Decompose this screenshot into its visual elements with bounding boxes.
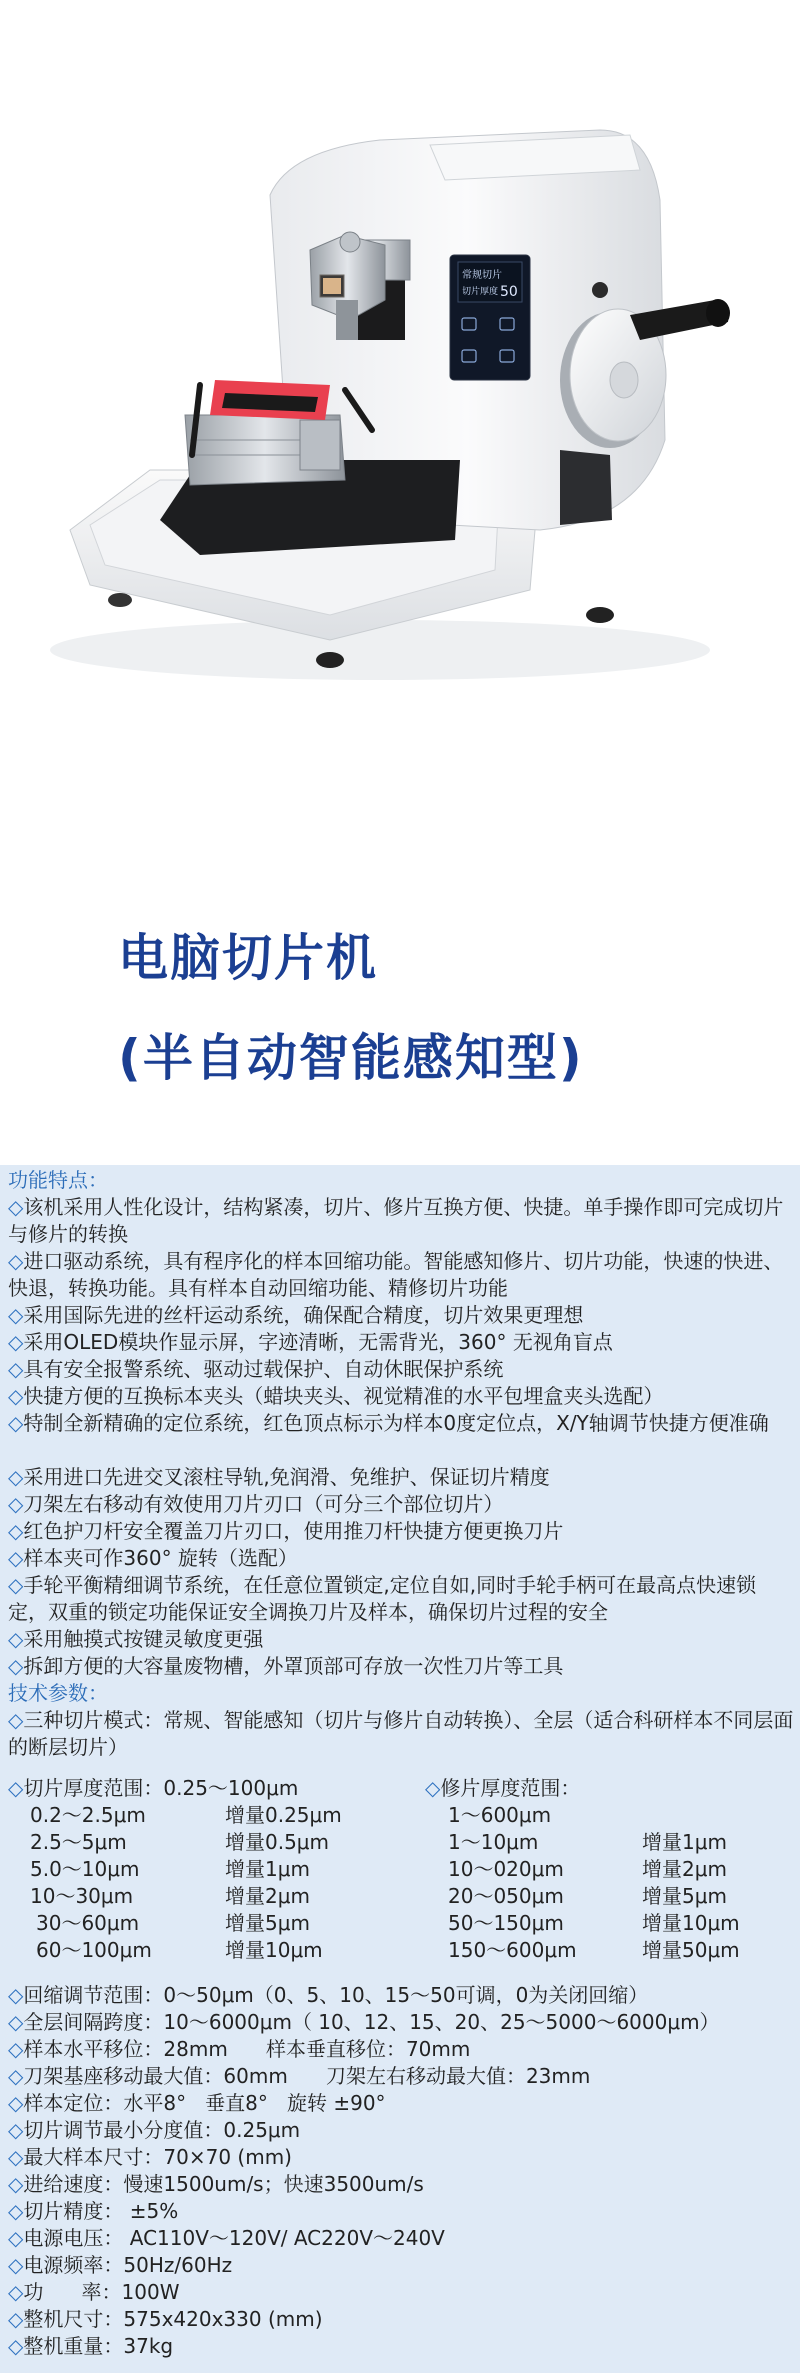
tech-heading: 技术参数：: [8, 1681, 108, 1705]
param-line: ◇功 率：100W: [8, 2280, 180, 2304]
diamond-bullet-icon: ◇: [8, 2334, 24, 2358]
param-line: ◇电源频率：50Hz/60Hz: [8, 2253, 233, 2277]
diamond-bullet-icon: ◇: [8, 1249, 24, 1273]
diamond-bullet-icon: ◇: [8, 2064, 24, 2088]
trim-increment: 增量1μm: [642, 1830, 727, 1854]
diamond-bullet-icon: ◇: [8, 2010, 24, 2034]
product-subtitle: (半自动智能感知型): [118, 1029, 584, 1087]
param-line: ◇切片精度： ±5%: [8, 2199, 179, 2223]
diamond-bullet-icon: ◇: [8, 1303, 24, 1327]
feature-item: ◇手轮平衡精细调节系统，在任意位置锁定,定位自如,同时手轮手柄可在最高点快速锁定，双重的锁定功能保证安全调换刀片及样本，确保切片过程的安全: [8, 1573, 757, 1624]
diamond-bullet-icon: ◇: [8, 2091, 24, 2115]
feature-item: ◇采用OLED模块作显示屏，字迹清晰，无需背光，360° 无视角盲点: [8, 1330, 613, 1354]
param-line: ◇样本水平移位：28mm 样本垂直移位：70mm: [8, 2037, 471, 2061]
param-line: ◇整机重量：37kg: [8, 2334, 174, 2358]
param-line: ◇刀架基座移动最大值：60mm 刀架左右移动最大值：23mm: [8, 2064, 591, 2088]
diamond-bullet-icon: ◇: [8, 1492, 24, 1516]
param-line: ◇进给速度：慢速1500um/s；快速3500um/s: [8, 2172, 424, 2196]
feature-item: ◇进口驱动系统，具有程序化的样本回缩功能。智能感知修片、切片功能，快速的快进、快退，转换功能。具有样本自动回缩功能、精修切片功能: [8, 1249, 784, 1300]
diamond-bullet-icon: ◇: [8, 2172, 24, 2196]
diamond-bullet-icon: ◇: [8, 2199, 24, 2223]
cut-increment: 增量10μm: [225, 1938, 323, 1962]
cut-range: 30～60μm: [36, 1911, 140, 1935]
diamond-bullet-icon: ◇: [8, 1330, 24, 1354]
diamond-bullet-icon: ◇: [8, 1519, 24, 1543]
screen-label-text: 切片厚度: [462, 287, 499, 297]
diamond-bullet-icon: ◇: [8, 1654, 24, 1678]
param-line: ◇样本定位：水平8° 垂直8° 旋转 ±90°: [8, 2091, 386, 2115]
trim-thickness-title: ◇修片厚度范围：: [425, 1776, 581, 1800]
trim-increment: 增量50μm: [642, 1938, 740, 1962]
diamond-bullet-icon: ◇: [8, 2253, 24, 2277]
screen-mode-text: 常规切片: [462, 270, 502, 281]
diamond-bullet-icon: ◇: [8, 2226, 24, 2250]
diamond-bullet-icon: ◇: [8, 1708, 24, 1732]
screen-value-text: 50: [500, 284, 518, 300]
diamond-bullet-icon: ◇: [8, 2118, 24, 2142]
cut-increment: 增量5μm: [225, 1911, 310, 1935]
feature-item: ◇采用进口先进交叉滚柱导轨,免润滑、免维护、保证切片精度: [8, 1465, 550, 1489]
param-line: ◇切片调节最小分度值：0.25μm: [8, 2118, 301, 2142]
feature-item: ◇刀架左右移动有效使用刀片刃口（可分三个部位切片）: [8, 1492, 504, 1516]
param-line: ◇整机尺寸：575x420x330 (mm): [8, 2307, 323, 2331]
diamond-bullet-icon: ◇: [8, 2280, 24, 2304]
trim-range: 50～150μm: [448, 1911, 564, 1935]
feature-item: ◇采用国际先进的丝杆运动系统，确保配合精度，切片效果更理想: [8, 1303, 584, 1327]
features-heading: 功能特点：: [8, 1168, 108, 1192]
param-line: ◇回缩调节范围：0～50μm（0、5、10、15～50可调，0为关闭回缩）: [8, 1983, 649, 2007]
param-line: ◇最大样本尺寸：70×70 (mm): [8, 2145, 292, 2169]
cut-thickness-title: ◇切片厚度范围：0.25～100μm: [8, 1776, 299, 1800]
feature-item: ◇采用触摸式按键灵敏度更强: [8, 1627, 264, 1651]
cut-increment: 增量1μm: [225, 1857, 310, 1881]
trim-range: 1～10μm: [448, 1830, 539, 1854]
cut-range: 10～30μm: [30, 1884, 134, 1908]
microtome-product-image: [0, 0, 800, 880]
spec-panel: [0, 1165, 800, 2373]
cut-range: 60～100μm: [36, 1938, 152, 1962]
cut-range: 0.2～2.5μm: [30, 1803, 146, 1827]
cut-range: 5.0～10μm: [30, 1857, 140, 1881]
trim-increment: 增量2μm: [642, 1857, 727, 1881]
trim-increment: 增量5μm: [642, 1884, 727, 1908]
cut-range: 2.5～5μm: [30, 1830, 127, 1854]
diamond-bullet-icon: ◇: [8, 1411, 24, 1435]
trim-range: 150～600μm: [448, 1938, 577, 1962]
param-line: ◇全层间隔跨度：10～6000μm（ 10、12、15、20、25～5000～6000μm）: [8, 2010, 720, 2034]
cut-increment: 增量0.5μm: [225, 1830, 330, 1854]
product-title: 电脑切片机: [118, 929, 378, 987]
diamond-bullet-icon: ◇: [8, 2145, 24, 2169]
trim-range: 20～050μm: [448, 1884, 564, 1908]
cut-increment: 增量2μm: [225, 1884, 310, 1908]
diamond-bullet-icon: ◇: [8, 1384, 24, 1408]
diamond-bullet-icon: ◇: [425, 1776, 441, 1800]
diamond-bullet-icon: ◇: [8, 1195, 24, 1219]
feature-item: ◇特制全新精确的定位系统，红色顶点标示为样本0度定位点，X/Y轴调节快捷方便准确: [8, 1411, 769, 1435]
trim-range: 1～600μm: [448, 1803, 552, 1827]
feature-item: ◇样本夹可作360° 旋转（选配）: [8, 1546, 298, 1570]
tech-modes: ◇三种切片模式：常规、智能感知（切片与修片自动转换）、全层（适合科研样本不同层面的断层切片）: [8, 1708, 794, 1759]
cut-increment: 增量0.25μm: [225, 1803, 342, 1827]
feature-item: ◇快捷方便的互换标本夹头（蜡块夹头、视觉精准的水平包埋盒夹头选配）: [8, 1384, 664, 1408]
feature-item: ◇红色护刀杆安全覆盖刀片刃口，使用推刀杆快捷方便更换刀片: [8, 1519, 564, 1543]
diamond-bullet-icon: ◇: [8, 2037, 24, 2061]
diamond-bullet-icon: ◇: [8, 1573, 24, 1597]
trim-increment: 增量10μm: [642, 1911, 740, 1935]
diamond-bullet-icon: ◇: [8, 1465, 24, 1489]
param-line: ◇电源电压： AC110V～120V/ AC220V～240V: [8, 2226, 445, 2250]
diamond-bullet-icon: ◇: [8, 1776, 24, 1800]
diamond-bullet-icon: ◇: [8, 1983, 24, 2007]
diamond-bullet-icon: ◇: [8, 1357, 24, 1381]
feature-item: ◇该机采用人性化设计，结构紧凑，切片、修片互换方便、快捷。单手操作即可完成切片与修片的转换: [8, 1195, 784, 1246]
feature-item: ◇具有安全报警系统、驱动过载保护、自动休眠保护系统: [8, 1357, 504, 1381]
trim-range: 10～020μm: [448, 1857, 564, 1881]
diamond-bullet-icon: ◇: [8, 1546, 24, 1570]
diamond-bullet-icon: ◇: [8, 1627, 24, 1651]
feature-item: ◇拆卸方便的大容量废物槽，外罩顶部可存放一次性刀片等工具: [8, 1654, 564, 1678]
diamond-bullet-icon: ◇: [8, 2307, 24, 2331]
